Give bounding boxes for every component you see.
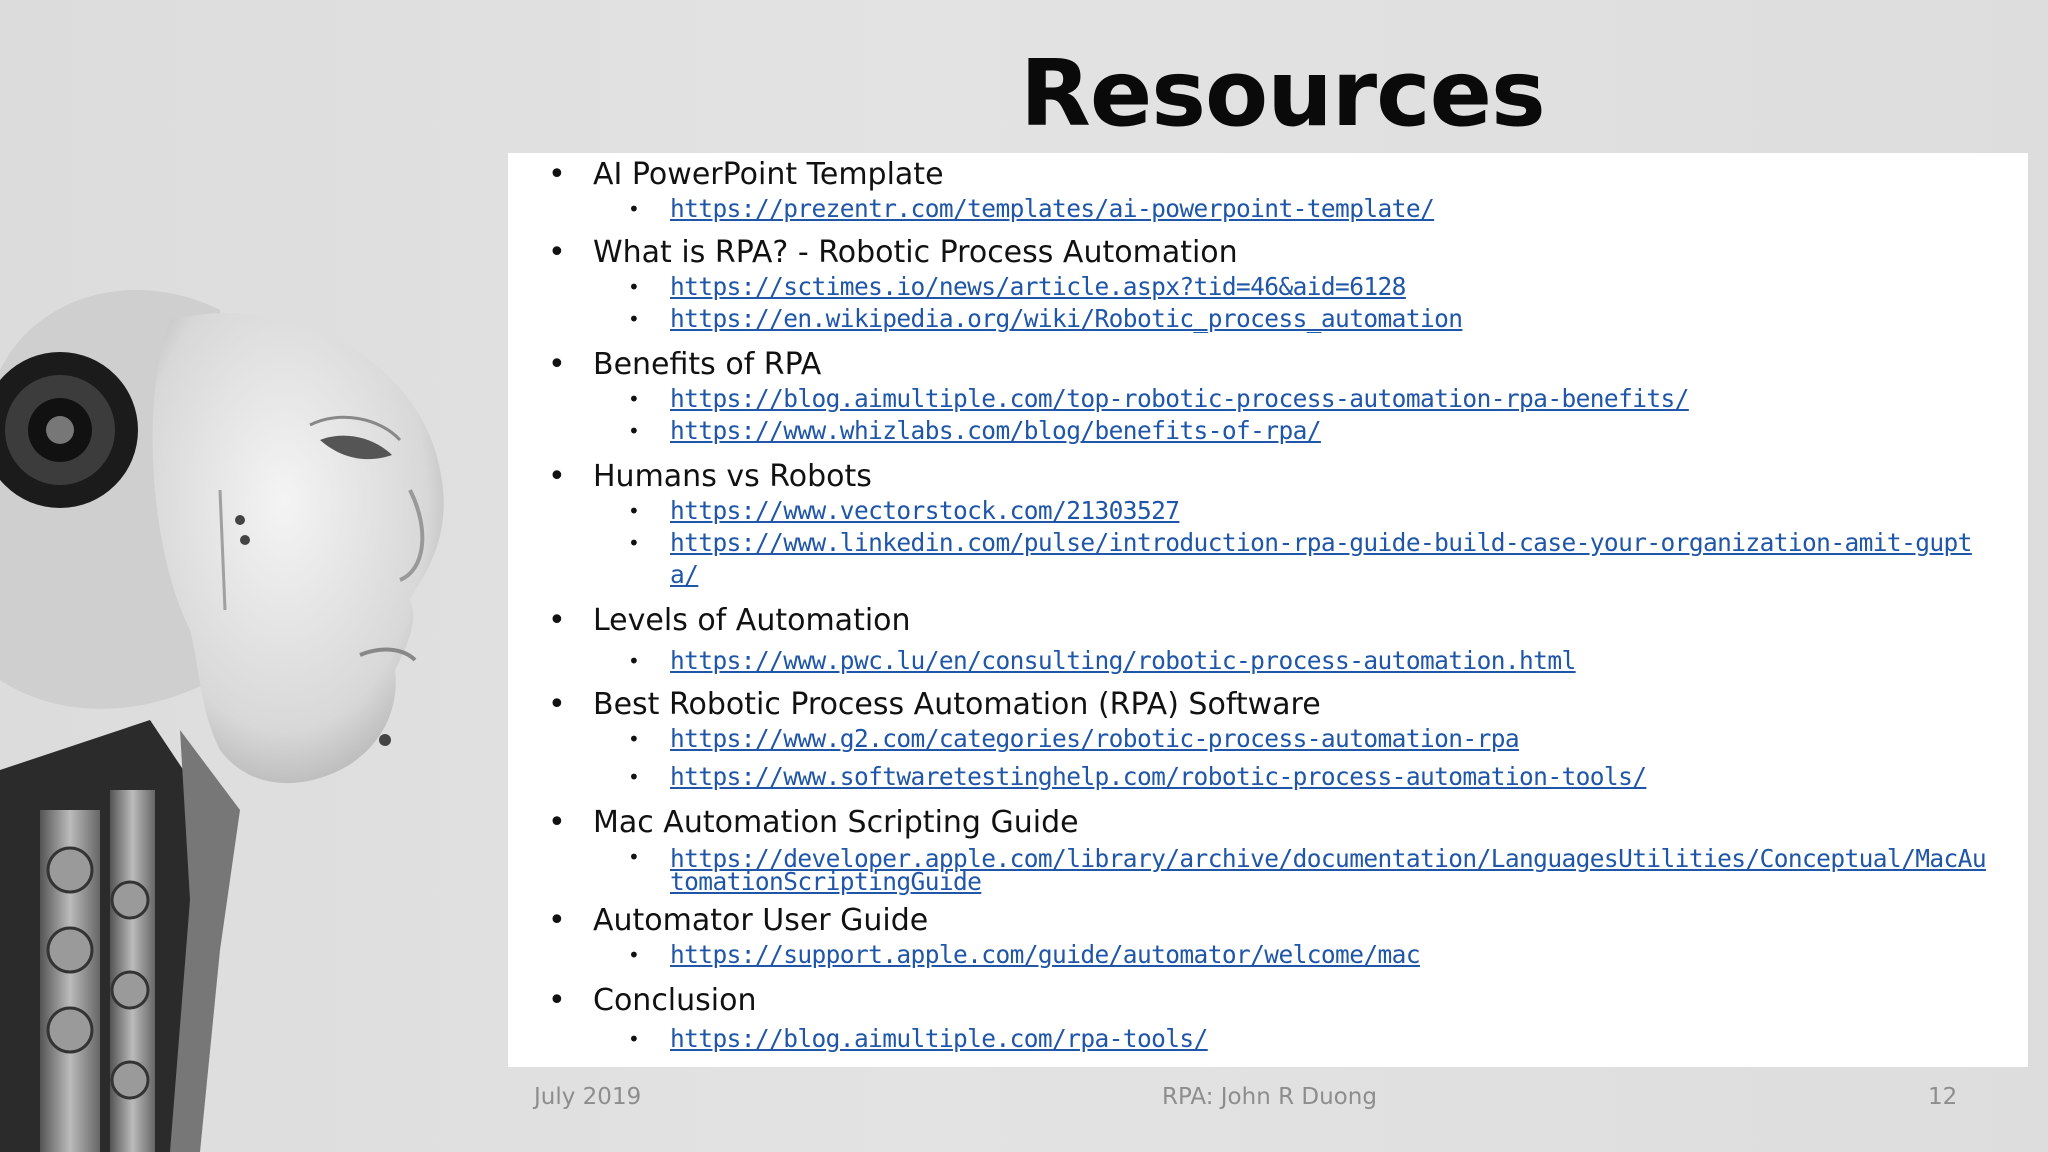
topic-label: Automator User Guide: [593, 903, 929, 938]
topic-label: Benefits of RPA: [593, 347, 822, 382]
resource-link[interactable]: https://developer.apple.com/library/archive/documentation/LanguagesUtilities/Conceptual/MacAutomationScriptingGuide: [670, 844, 1986, 896]
list-item: [548, 495, 1988, 527]
bullet-icon: •: [628, 275, 640, 299]
bullet-icon: •: [548, 157, 566, 192]
topic-label: Mac Automation Scripting Guide: [593, 805, 1079, 840]
resource-link[interactable]: https://en.wikipedia.org/wiki/Robotic_process_automation: [670, 304, 1463, 333]
bullet-icon: •: [548, 805, 566, 840]
slide-title: Resources: [1020, 40, 1545, 147]
topic-benefits-of-rpa: [548, 347, 1988, 383]
resource-link[interactable]: https://www.pwc.lu/en/consulting/robotic-process-automation.html: [670, 646, 1576, 675]
bullet-icon: •: [628, 419, 640, 443]
bullet-icon: •: [628, 499, 640, 523]
topic-what-is-rpa: [548, 235, 1988, 271]
resources-panel: [508, 153, 2028, 1067]
bullet-icon: •: [628, 845, 640, 869]
list-item: [548, 939, 1988, 971]
topic-mac-automation-scripting-guide: [548, 805, 1988, 841]
list-item: [548, 723, 1988, 755]
list-item: [548, 527, 1988, 591]
resource-link[interactable]: https://blog.aimultiple.com/rpa-tools/: [670, 1024, 1208, 1053]
resource-link[interactable]: https://prezentr.com/templates/ai-powerpoint-template/: [670, 194, 1435, 223]
footer-author: RPA: John R Duong: [1162, 1084, 1377, 1110]
list-item: [548, 193, 1988, 225]
bullet-icon: •: [628, 727, 640, 751]
footer-date: July 2019: [534, 1084, 642, 1110]
list-item: [548, 303, 1988, 335]
bullet-icon: •: [548, 235, 566, 270]
bullet-icon: •: [628, 197, 640, 221]
resource-link[interactable]: https://www.g2.com/categories/robotic-process-automation-rpa: [670, 724, 1520, 753]
resources-list: [548, 153, 1988, 1055]
bullet-icon: •: [548, 903, 566, 938]
bullet-icon: •: [548, 347, 566, 382]
bullet-icon: •: [628, 765, 640, 789]
slide-number: 12: [1928, 1084, 1958, 1110]
bullet-icon: •: [548, 983, 566, 1018]
resource-link[interactable]: https://www.linkedin.com/pulse/introduction-rpa-guide-build-case-your-organization-amit-gupta/: [670, 528, 1972, 589]
topic-label: Levels of Automation: [593, 603, 911, 638]
list-item: [548, 841, 1988, 896]
bullet-icon: •: [548, 459, 566, 494]
list-item: [548, 271, 1988, 303]
list-item: [548, 415, 1988, 447]
resource-link[interactable]: https://www.vectorstock.com/21303527: [670, 496, 1180, 525]
topic-label: Best Robotic Process Automation (RPA) Software: [593, 687, 1321, 722]
list-item: [548, 1023, 1988, 1055]
bullet-icon: •: [628, 307, 640, 331]
bullet-icon: •: [628, 1027, 640, 1051]
resource-link[interactable]: https://www.softwaretestinghelp.com/robotic-process-automation-tools/: [670, 762, 1647, 791]
topic-ai-powerpoint-template: [548, 157, 1988, 193]
topic-best-rpa-software: [548, 687, 1988, 723]
topic-automator-user-guide: [548, 903, 1988, 939]
robot-head-image: [0, 250, 500, 1152]
resource-link[interactable]: https://www.whizlabs.com/blog/benefits-of-rpa/: [670, 416, 1321, 445]
topic-label: AI PowerPoint Template: [593, 157, 944, 192]
resource-link[interactable]: https://blog.aimultiple.com/top-robotic-process-automation-rpa-benefits/: [670, 384, 1689, 413]
bullet-icon: •: [548, 687, 566, 722]
bullet-icon: •: [628, 531, 640, 555]
bullet-icon: •: [628, 387, 640, 411]
topic-humans-vs-robots: [548, 459, 1988, 495]
topic-label: Conclusion: [593, 983, 757, 1018]
topic-label: Humans vs Robots: [593, 459, 872, 494]
resource-link[interactable]: https://support.apple.com/guide/automator/welcome/mac: [670, 940, 1420, 969]
topic-conclusion: [548, 983, 1988, 1019]
list-item: [548, 383, 1988, 415]
bullet-icon: •: [548, 603, 566, 638]
list-item: [548, 645, 1988, 677]
bullet-icon: •: [628, 943, 640, 967]
list-item: [548, 761, 1988, 793]
topic-label: What is RPA? - Robotic Process Automation: [593, 235, 1238, 270]
topic-levels-of-automation: [548, 603, 1988, 639]
bullet-icon: •: [628, 649, 640, 673]
resource-link[interactable]: https://sctimes.io/news/article.aspx?tid=46&aid=6128: [670, 272, 1406, 301]
